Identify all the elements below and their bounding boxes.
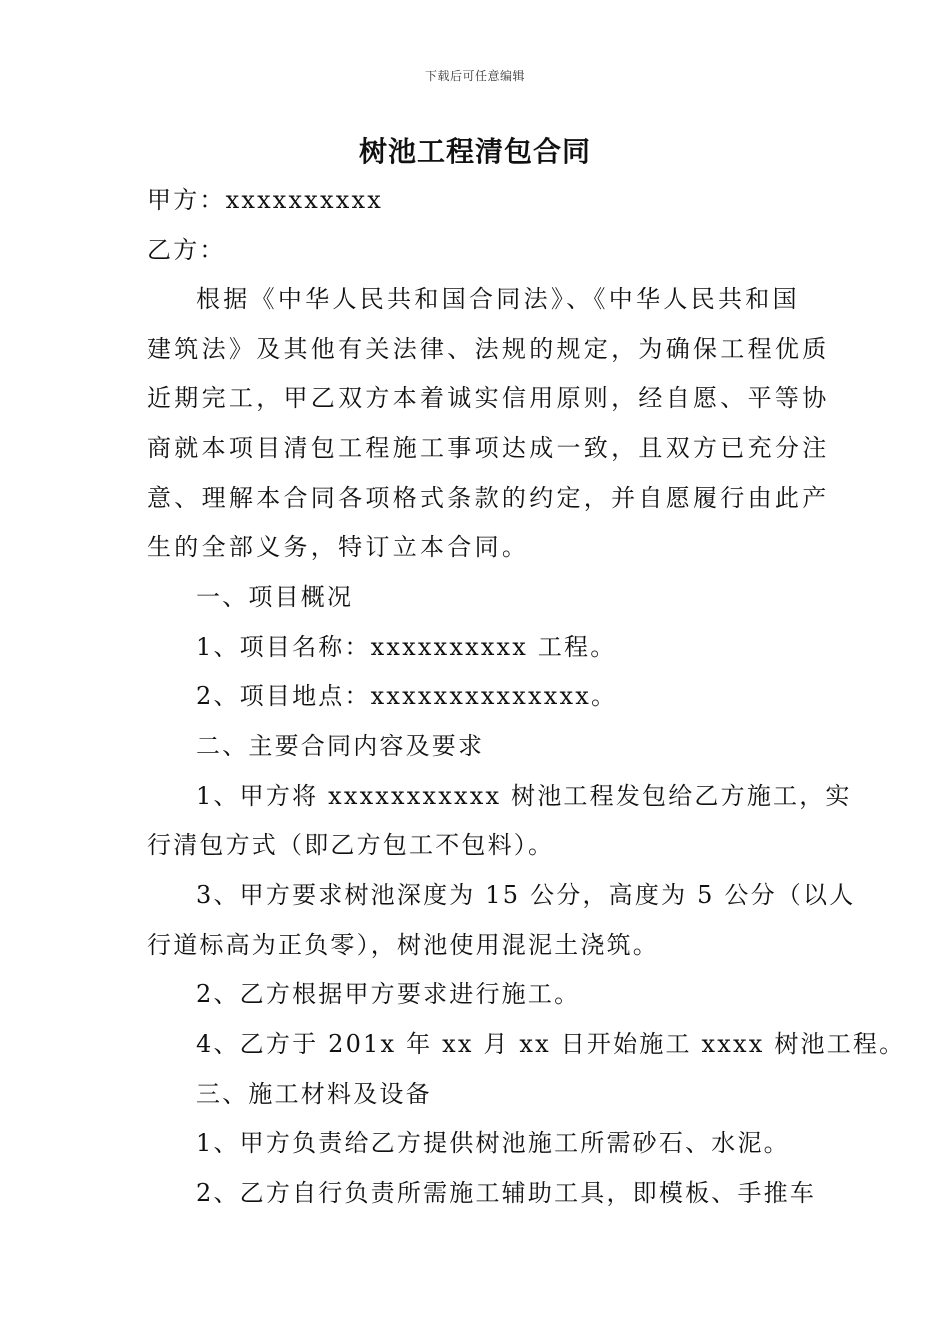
clause-line: 4、乙方于 201x 年 xx 月 xx 日开始施工 xxxx 树池工程。 — [196, 1030, 906, 1058]
section-heading: 一、项目概况 — [196, 583, 354, 611]
paragraph-line: 生的全部义务，特订立本合同。 — [147, 533, 530, 561]
document-title: 树池工程清包合同 — [358, 135, 591, 168]
clause-line: 2、项目地点：xxxxxxxxxxxxxx。 — [196, 682, 618, 710]
paragraph-line: 商就本项目清包工程施工事项达成一致，且双方已充分注 — [147, 434, 830, 462]
section-heading: 二、主要合同内容及要求 — [196, 732, 485, 760]
paragraph-line: 近期完工，甲乙双方本着诚实信用原则，经自愿、平等协 — [147, 384, 830, 412]
paragraph-line: 建筑法》及其他有关法律、法规的规定，为确保工程优质 — [147, 335, 830, 363]
party-a-line: 甲方：xxxxxxxxxx — [147, 186, 383, 214]
section-heading: 三、施工材料及设备 — [196, 1080, 432, 1108]
clause-line: 3、甲方要求树池深度为 15 公分，高度为 5 公分（以人 — [196, 881, 856, 909]
clause-line: 2、乙方自行负责所需施工辅助工具，即模板、手推车 — [196, 1179, 817, 1207]
clause-line: 行清包方式（即乙方包工不包料）。 — [147, 831, 555, 859]
clause-line: 1、甲方将 xxxxxxxxxxx 树池工程发包给乙方施工，实 — [196, 782, 852, 810]
paragraph-line: 意、理解本合同各项格式条款的约定，并自愿履行由此产 — [147, 484, 830, 512]
clause-line: 1、甲方负责给乙方提供树池施工所需砂石、水泥。 — [196, 1129, 790, 1157]
party-b-line: 乙方： — [147, 236, 226, 264]
clause-line: 2、乙方根据甲方要求进行施工。 — [196, 980, 581, 1008]
clause-line: 1、项目名称：xxxxxxxxxx 工程。 — [196, 633, 617, 661]
clause-line: 行道标高为正负零），树池使用混泥土浇筑。 — [147, 931, 659, 959]
paragraph-line: 根据《中华人民共和国合同法》、《中华人民共和国 — [196, 285, 800, 313]
header-note: 下载后可任意编辑 — [424, 69, 525, 83]
